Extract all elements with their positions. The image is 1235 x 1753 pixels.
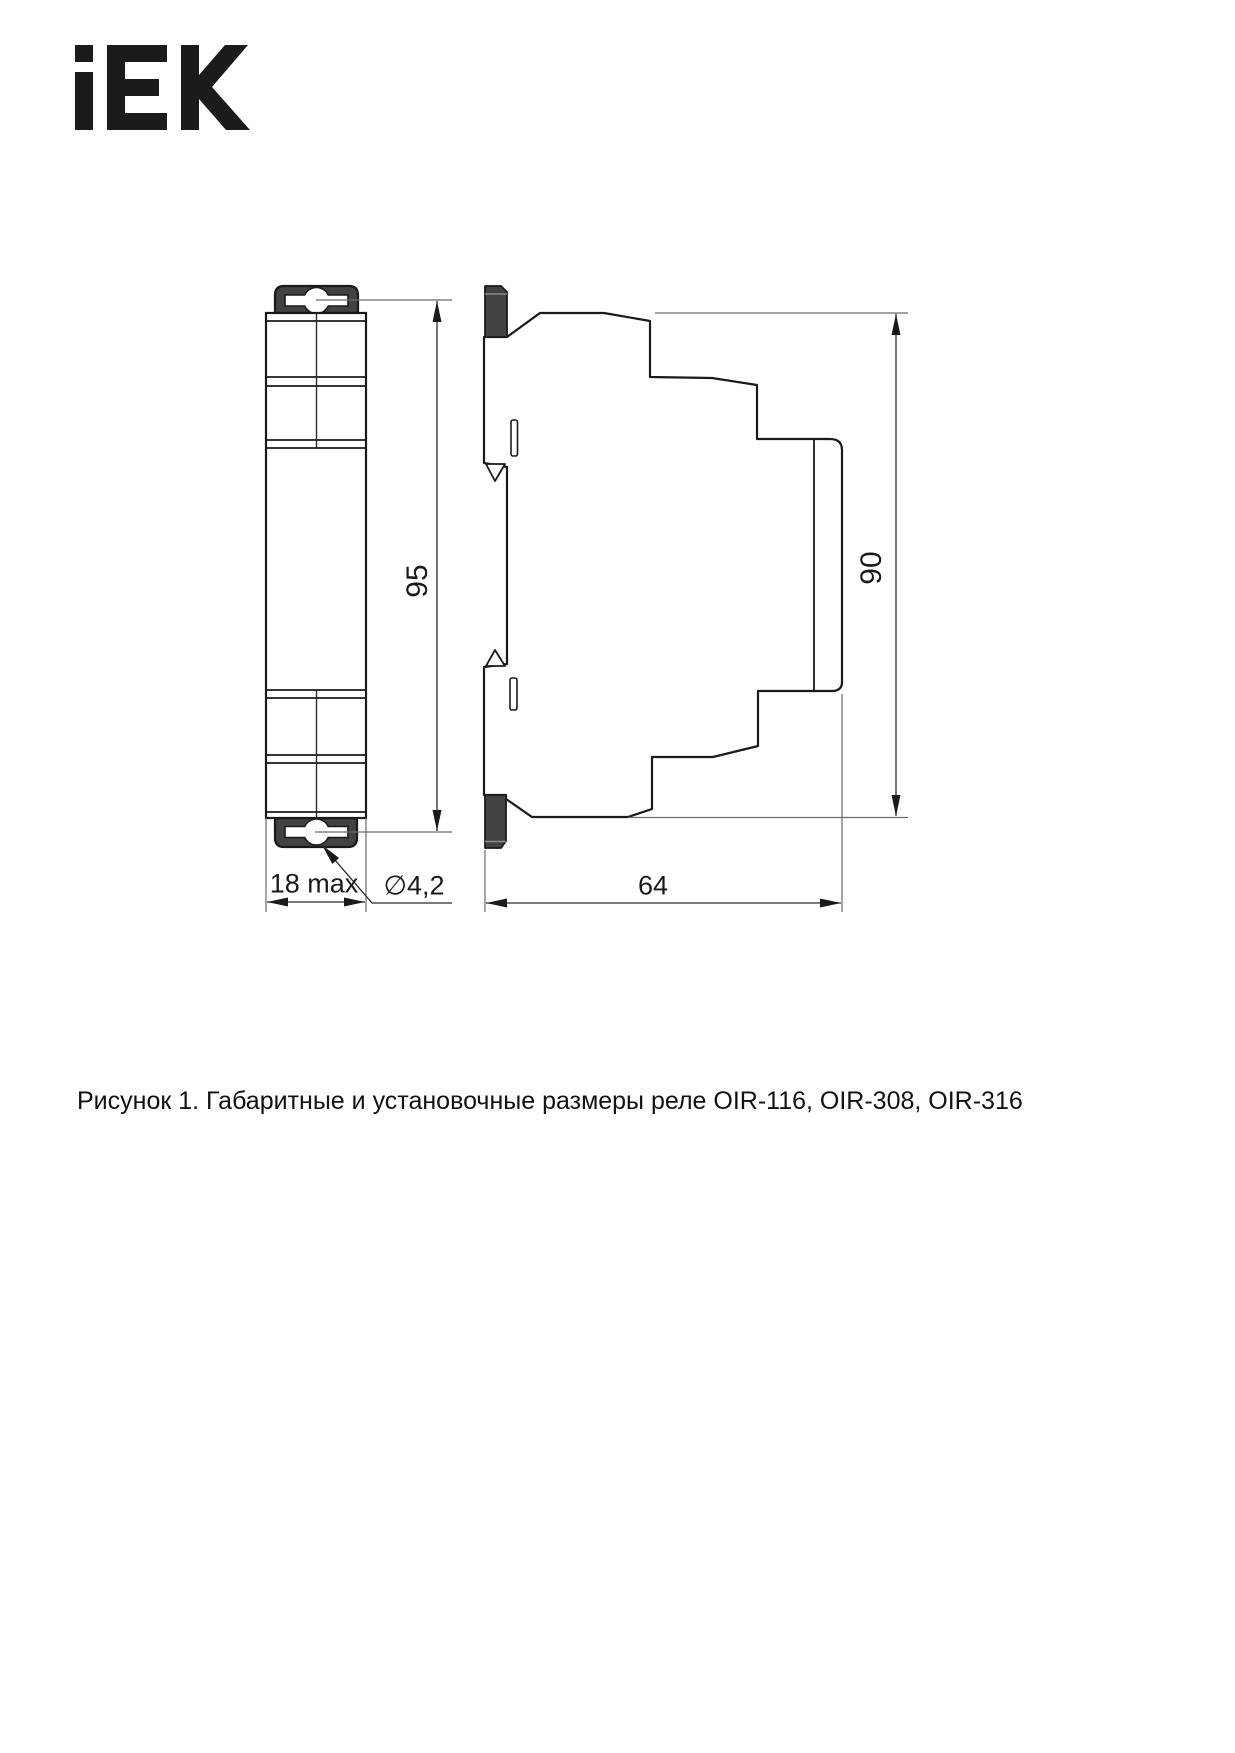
dim-label-front-width: 18 max — [269, 868, 359, 899]
side-slot-lower — [510, 678, 517, 710]
dim-95-arrow-bottom — [433, 810, 442, 831]
side-body-outline — [484, 313, 842, 817]
side-slot-upper — [511, 420, 518, 456]
dim-64-arrow-left — [486, 899, 507, 908]
din-clip-tooth-lower — [486, 650, 505, 666]
dim-90-arrow-top — [892, 314, 901, 335]
dim-90-arrow-bottom — [892, 795, 901, 816]
dim-label-hole-diameter: ∅4,2 — [383, 870, 445, 901]
dim-95-arrow-top — [433, 301, 442, 322]
side-view — [484, 286, 908, 912]
figure-caption: Рисунок 1. Габаритные и установочные размеры реле OIR-116, OIR-308, OIR-316 — [77, 1087, 1023, 1115]
dim-label-depth: 64 — [637, 870, 669, 901]
front-view — [266, 286, 452, 912]
side-bottom-tab — [485, 795, 506, 848]
din-clip-tooth-upper — [486, 464, 505, 481]
dim-18-arrow-left — [267, 898, 288, 907]
dim-64-arrow-right — [820, 899, 841, 908]
dim-label-front-height: 95 — [401, 564, 434, 598]
dim-18-arrow-right — [344, 898, 365, 907]
dim-label-side-height: 90 — [855, 551, 888, 585]
